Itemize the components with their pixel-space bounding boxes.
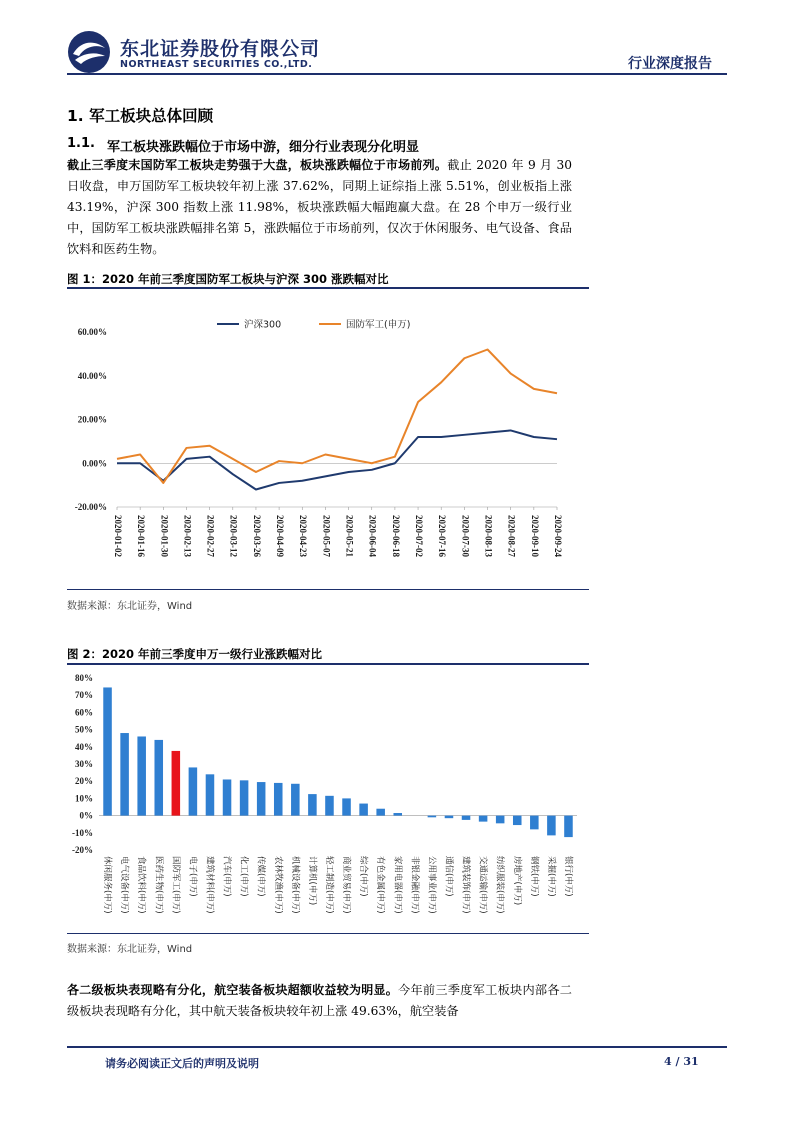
bar	[308, 794, 317, 816]
bar	[103, 687, 112, 815]
series-line-0	[117, 430, 557, 489]
legend-label: 国防军工(申万)	[346, 319, 411, 331]
figure-1-source: 数据来源：东北证券，Wind	[67, 601, 193, 612]
category-label: 化工(申万)	[238, 856, 249, 897]
logo-emblem-icon	[67, 30, 111, 74]
category-label: 银行(申万)	[562, 856, 573, 897]
category-label: 钢铁(申万)	[528, 856, 539, 897]
header-rule	[67, 73, 727, 75]
bar	[462, 816, 471, 820]
paragraph-1-lead: 截止三季度末国防军工板块走势强于大盘，板块涨跌幅位于市场前列。	[67, 158, 448, 172]
figure-2-top-rule	[67, 663, 589, 665]
y-tick-label: 70%	[75, 690, 93, 701]
category-label: 电气设备(申万)	[119, 856, 130, 914]
bar	[342, 798, 351, 815]
y-tick-label: 50%	[75, 724, 93, 735]
category-label: 医药生物(申万)	[153, 856, 164, 914]
category-label: 采掘(申万)	[545, 856, 556, 897]
paragraph-2-lead: 各二级板块表现略有分化，航空装备板块超额收益较为明显。	[67, 983, 398, 997]
y-tick-label: 40%	[75, 741, 93, 752]
section-heading: 1. 军工板块总体回顾	[67, 107, 214, 125]
bar	[223, 779, 232, 815]
category-label: 国防军工(申万)	[170, 856, 181, 914]
bar	[547, 816, 556, 836]
y-tick-label: -10%	[72, 827, 93, 838]
paragraph-2	[67, 980, 572, 1022]
legend-label: 沪深300	[244, 319, 282, 331]
x-tick-label: 2020-02-27	[205, 515, 216, 557]
bar	[257, 782, 266, 816]
bar	[496, 816, 505, 824]
y-tick-label: 10%	[75, 793, 93, 804]
x-tick-label: 2020-03-26	[251, 515, 262, 557]
company-name-cn: 东北证券股份有限公司	[120, 38, 321, 60]
figure-2-source: 数据来源：东北证券，Wind	[67, 944, 193, 955]
x-tick-label: 2020-07-16	[437, 515, 448, 557]
x-tick-label: 2020-09-10	[529, 515, 540, 557]
category-label: 交通运输(申万)	[477, 856, 488, 914]
paragraph-1-body: 截止 2020 年 9 月 30 日收盘，申万国防军工板块较年初上涨 37.62%，同期上证综指上涨 5.51%，创业板指上涨 43.19%，沪深 300 指数上涨 11.98%，板块涨跌幅大幅跑赢大盘。在 28 个申万一级行业中，国防军工板块涨跌幅排名第 5，涨跌幅位于市场前列，仅次于休闲服务、电气设备、食品饮料和医药生物。	[67, 158, 572, 256]
bar	[274, 783, 283, 816]
bar	[513, 816, 522, 825]
bar	[376, 809, 385, 816]
bar	[530, 816, 539, 830]
x-tick-label: 2020-04-09	[275, 515, 286, 557]
bar	[445, 816, 454, 819]
bar	[172, 751, 181, 816]
bar	[359, 804, 368, 816]
category-label: 非银金融(申万)	[409, 856, 420, 914]
y-tick-label: 30%	[75, 759, 93, 769]
bar	[291, 784, 300, 816]
x-tick-label: 2020-01-30	[159, 515, 170, 557]
category-label: 食品饮料(申万)	[136, 856, 147, 914]
report-type: 行业深度报告	[628, 56, 712, 72]
category-label: 有色金属(申万)	[375, 856, 386, 914]
x-tick-label: 2020-04-23	[298, 515, 309, 557]
x-tick-label: 2020-07-02	[413, 515, 424, 557]
y-tick-label: 20%	[75, 776, 93, 787]
x-tick-label: 2020-07-30	[460, 515, 471, 557]
category-label: 房地产(申万)	[511, 856, 522, 906]
figure-1-top-rule	[67, 287, 589, 289]
bar	[120, 733, 129, 816]
subsection-heading: 军工板块涨跌幅位于市场中游，细分行业表现分化明显	[107, 140, 420, 155]
y-tick-label: 0%	[79, 810, 93, 821]
category-label: 汽车(申万)	[221, 856, 232, 897]
x-tick-label: 2020-06-18	[390, 515, 401, 557]
x-tick-label: 2020-03-12	[228, 515, 239, 557]
bar	[564, 816, 573, 838]
category-label: 建筑材料(申万)	[204, 856, 215, 914]
category-label: 商业贸易(申万)	[341, 856, 352, 914]
y-tick-label: 20.00%	[77, 414, 107, 425]
figure-2-bottom-rule	[67, 933, 589, 934]
paragraph-1	[67, 155, 572, 260]
footer-disclaimer: 请务必阅读正文后的声明及说明	[105, 1057, 259, 1070]
y-tick-label: 40.00%	[77, 370, 107, 381]
bar	[393, 813, 402, 816]
bar	[325, 796, 334, 816]
figure-1-bottom-rule	[67, 589, 589, 590]
bar	[154, 740, 163, 816]
company-name-en: NORTHEAST SECURITIES CO.,LTD.	[120, 59, 313, 70]
x-tick-label: 2020-01-02	[112, 515, 123, 557]
x-tick-label: 2020-06-04	[367, 515, 378, 557]
category-label: 轻工制造(申万)	[323, 856, 334, 914]
category-label: 综合(申万)	[358, 856, 369, 897]
x-tick-label: 2020-02-13	[182, 515, 193, 557]
footer-rule	[67, 1046, 727, 1048]
y-tick-label: -20%	[72, 845, 93, 855]
y-tick-label: 60.00%	[77, 327, 107, 337]
x-tick-label: 2020-01-16	[136, 515, 147, 557]
category-label: 电子(申万)	[187, 856, 198, 897]
figure-2-title: 图 2：2020 年前三季度申万一级行业涨跌幅对比	[67, 647, 323, 661]
bar	[428, 816, 437, 818]
x-tick-label: 2020-05-07	[321, 515, 332, 557]
x-tick-label: 2020-05-21	[344, 515, 355, 557]
category-label: 机械设备(申万)	[289, 856, 300, 914]
bar	[137, 736, 146, 815]
page-number: 4 / 31	[664, 1055, 699, 1068]
y-tick-label: 60%	[75, 707, 93, 718]
y-tick-label: 80%	[75, 673, 93, 683]
category-label: 传媒(申万)	[255, 856, 266, 897]
category-label: 计算机(申万)	[306, 856, 317, 906]
bar	[189, 767, 198, 815]
figure-1-line-chart	[67, 300, 589, 580]
bar	[240, 780, 249, 815]
x-tick-label: 2020-08-27	[506, 515, 517, 557]
category-label: 公用事业(申万)	[426, 856, 437, 914]
category-label: 通信(申万)	[443, 856, 454, 897]
category-label: 家用电器(申万)	[392, 856, 403, 914]
bar	[206, 774, 215, 815]
category-label: 休闲服务(申万)	[102, 856, 113, 914]
figure-1-title: 图 1：2020 年前三季度国防军工板块与沪深 300 涨跌幅对比	[67, 272, 389, 286]
x-tick-label: 2020-08-13	[483, 515, 494, 557]
category-label: 建筑装饰(申万)	[460, 856, 471, 914]
x-tick-label: 2020-09-24	[552, 515, 563, 557]
subsection-number: 1.1.	[67, 136, 95, 151]
bar	[479, 816, 488, 822]
figure-2-bar-chart	[67, 668, 589, 930]
category-label: 农林牧渔(申万)	[272, 856, 283, 914]
y-tick-label: -20.00%	[74, 502, 107, 512]
y-tick-label: 0.00%	[82, 458, 107, 469]
paragraph-2-body: 今年前三季度军工板块内部各二级板块表现略有分化，其中航天装备板块较年初上涨 49.63%，航空装备	[67, 983, 572, 1018]
category-label: 纺织服装(申万)	[494, 856, 505, 914]
company-logo	[67, 30, 111, 74]
